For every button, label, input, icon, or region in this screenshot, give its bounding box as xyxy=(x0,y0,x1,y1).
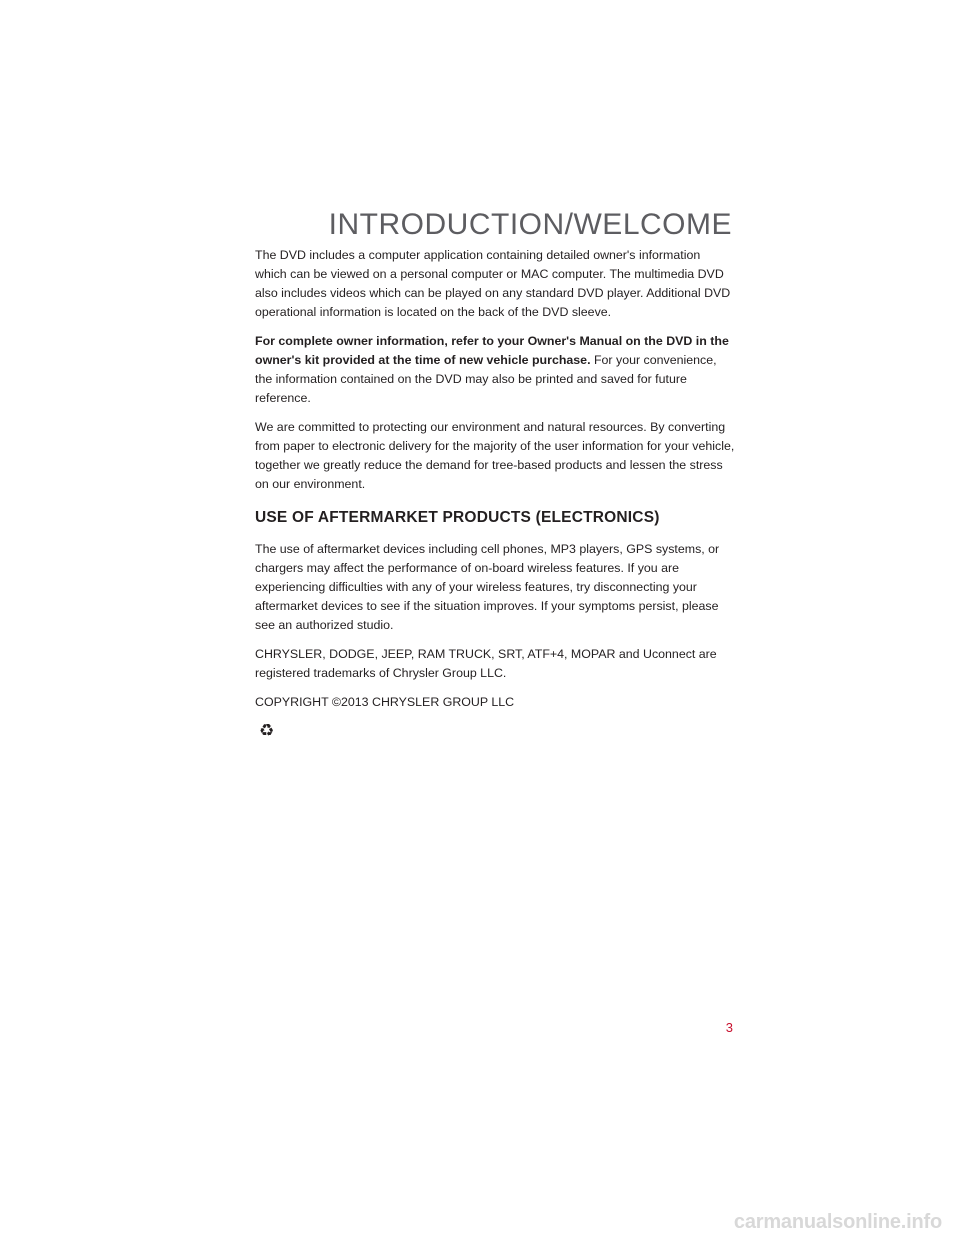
paragraph-environment: We are committed to protecting our environment and natural resources. By converting from paper to electronic delivery for the majority of the user information for your vehicle, together we greatly reduce the demand for tree-based products and lessen the stress on our environment. xyxy=(255,420,735,491)
owner-info-rest: For your convenience, the information contained on the DVD may also be printed and saved for future reference. xyxy=(255,353,717,405)
subheading-aftermarket: USE OF AFTERMARKET PRODUCTS (ELECTRONICS) xyxy=(255,509,660,526)
paragraph-aftermarket: The use of aftermarket devices including cell phones, MP3 players, GPS systems, or chargers may affect the performance of on-board wireless features. If you are experiencing difficulties with any of your wireless features, try disconnecting your aftermarket devices to see if the situation improves. If your symptoms persist, please see an authorized studio. xyxy=(255,542,720,632)
watermark[interactable]: carmanualsonline.info xyxy=(733,1211,942,1233)
owner-info-bold-lead: For complete owner information, refer to your Owner's Manual on the DVD in the owner's kit provided at the time of new vehicle purchase. xyxy=(255,334,729,367)
paragraph-dvd-info: The DVD includes a computer application containing detailed owner's information which can be viewed on a personal computer or MAC computer. The multimedia DVD also includes videos which can be played on any standard DVD player. Additional DVD operational information is located on the back of the DVD sleeve. xyxy=(255,248,731,319)
recycle-icon: ♻ xyxy=(259,721,275,740)
section-title: INTRODUCTION/WELCOME xyxy=(328,208,732,241)
copyright-notice: COPYRIGHT ©2013 CHRYSLER GROUP LLC xyxy=(255,695,515,709)
paragraph-owner-info xyxy=(255,332,735,408)
paragraph-trademarks: CHRYSLER, DODGE, JEEP, RAM TRUCK, SRT, ATF+4, MOPAR and Uconnect are registered trademarks of Chrysler Group LLC. xyxy=(255,647,717,680)
page-number: 3 xyxy=(725,1020,733,1035)
body-content xyxy=(255,246,735,740)
